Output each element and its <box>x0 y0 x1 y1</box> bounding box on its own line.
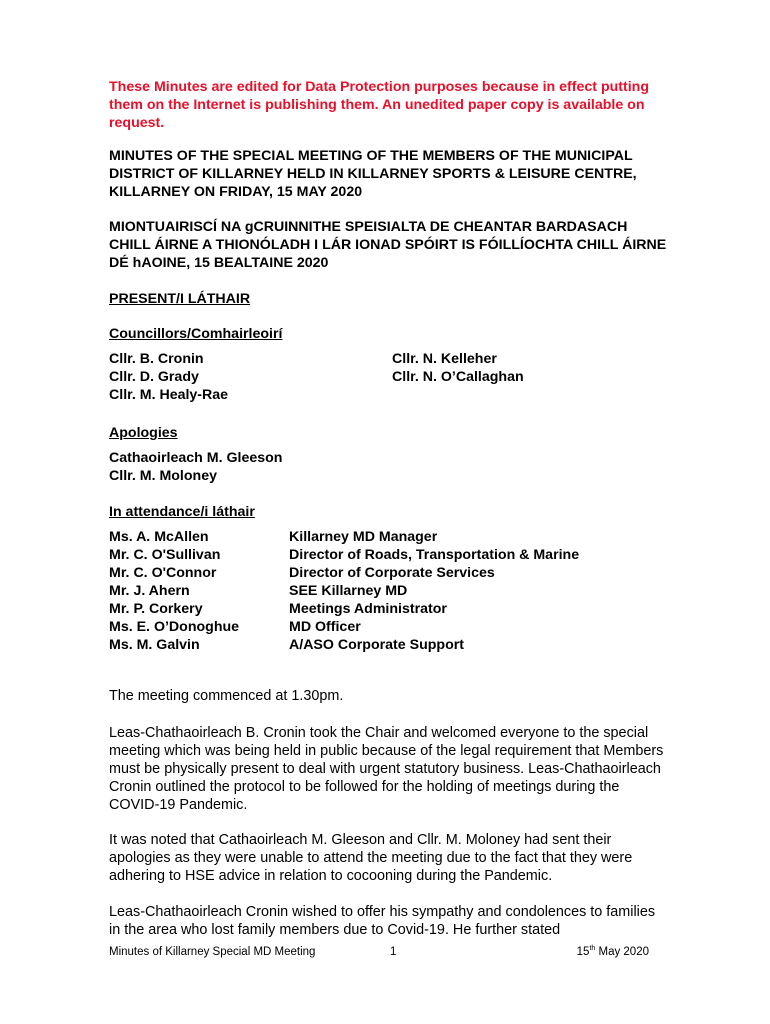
footer-date-rest: May 2020 <box>595 946 649 958</box>
minutes-title-english: MINUTES OF THE SPECIAL MEETING OF THE MEMBERS OF THE MUNICIPAL DISTRICT OF KILLARNEY HELD IN KILLARNEY SPORTS & LEISURE CENTRE, KILLARNEY ON FRIDAY, 15 MAY 2020 <box>109 148 637 200</box>
attendee-role: MD Officer <box>289 619 361 635</box>
attendee-name: Mr. C. O'Sullivan <box>109 547 221 563</box>
councillor-name: Cllr. B. Cronin <box>109 351 204 367</box>
councillors-left-column <box>109 350 228 404</box>
councillors-right-column <box>392 350 524 386</box>
councillor-name: Cllr. N. Kelleher <box>392 351 497 367</box>
body-paragraph: Leas-Chathaoirleach Cronin wished to offer his sympathy and condolences to families in the area who lost family members due to Covid-19. He further stated <box>109 904 656 938</box>
councillor-name: Cllr. D. Grady <box>109 369 199 385</box>
councillor-name: Cllr. N. O’Callaghan <box>392 369 524 385</box>
body-paragraph: The meeting commenced at 1.30pm. <box>109 688 344 704</box>
attendee-name: Ms. M. Galvin <box>109 637 200 653</box>
footer-title: Minutes of Killarney Special MD Meeting <box>109 946 316 958</box>
attendance-heading: In attendance/i láthair <box>109 504 255 520</box>
attendee-name: Ms. E. O’Donoghue <box>109 619 240 635</box>
present-heading: PRESENT/I LÁTHAIR <box>109 291 251 307</box>
apology-name: Cllr. M. Moloney <box>109 468 217 484</box>
attendee-role: Director of Corporate Services <box>289 565 495 581</box>
footer-date-day: 15 <box>576 946 590 958</box>
attendee-name: Mr. J. Ahern <box>109 583 190 599</box>
attendee-name: Ms. A. McAllen <box>109 529 209 545</box>
councillors-heading: Councillors/Comhairleoirí <box>109 326 283 342</box>
attendee-name: Mr. C. O'Connor <box>109 565 217 581</box>
footer-date-suffix: th <box>589 945 596 953</box>
attendance-roles-column <box>289 528 579 654</box>
attendee-role: Killarney MD Manager <box>289 529 438 545</box>
footer-date <box>577 946 649 958</box>
body-paragraph: Leas-Chathaoirleach B. Cronin took the Chair and welcomed everyone to the special meeting which was being held in public because of the legal requirement that Members must be physically present to deal with urgent statutory business. Leas-Chathaoirleach Cronin outlined the protocol to be followed for the holding of meetings during the COVID-19 Pandemic. <box>109 725 664 813</box>
apologies-heading: Apologies <box>109 425 178 441</box>
data-protection-notice: These Minutes are edited for Data Protection purposes because in effect putting them on the Internet is publishing them. An unedited paper copy is available on request. <box>109 79 650 131</box>
attendee-role: Director of Roads, Transportation & Marine <box>289 547 580 563</box>
body-paragraph: It was noted that Cathaoirleach M. Gleeson and Cllr. M. Moloney had sent their apologies as they were unable to attend the meeting due to the fact that they were adhering to HSE advice in relation to cocooning during the Pandemic. <box>109 832 633 884</box>
councillor-name: Cllr. M. Healy-Rae <box>109 387 229 403</box>
minutes-title-irish: MIONTUAIRISCÍ NA gCRUINNITHE SPEISIALTA DE CHEANTAR BARDASACH CHILL ÁIRNE A THIONÓLADH I LÁR IONAD SPÓIRT IS FÓILLÍOCHTA CHILL ÁIRNE DÉ hAOINE, 15 BEALTAINE 2020 <box>109 219 667 271</box>
apology-name: Cathaoirleach M. Gleeson <box>109 450 283 466</box>
attendee-role: Meetings Administrator <box>289 601 447 617</box>
attendee-name: Mr. P. Corkery <box>109 601 203 617</box>
page-number: 1 <box>390 946 397 958</box>
attendee-role: A/ASO Corporate Support <box>289 637 464 653</box>
apologies-list <box>109 449 282 485</box>
attendee-role: SEE Killarney MD <box>289 583 408 599</box>
attendance-names-column <box>109 528 239 654</box>
page-footer <box>109 946 649 962</box>
